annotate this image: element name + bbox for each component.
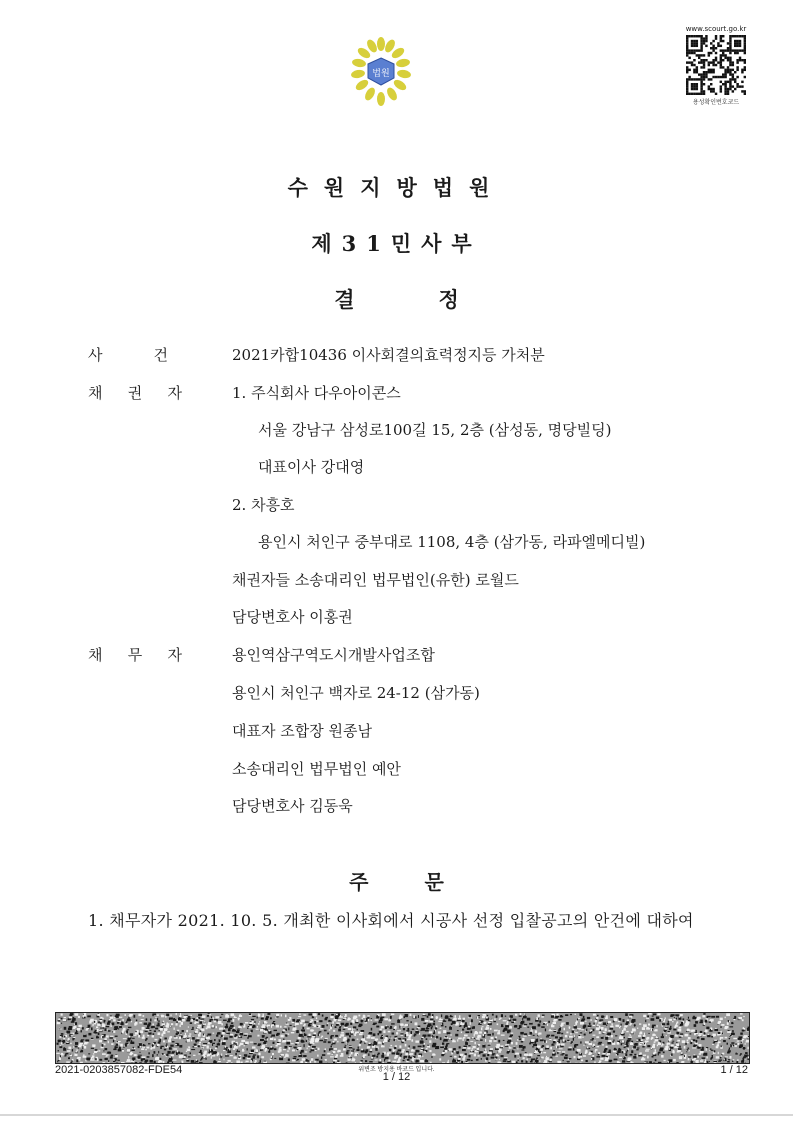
page-number-right: 1 / 12 [720,1064,748,1076]
creditor-line: 서울 강남구 삼성로100길 15, 2층 (삼성동, 명당빌딩) [258,421,612,439]
qr-caption: 용성확인번호코드 [692,99,740,106]
barcode-note: 위변조 방지용 바코드 입니다. [358,1067,435,1073]
debtor-line: 담당변호사 김동욱 [232,797,353,815]
court-name: 수원지방법원 [287,175,506,200]
page-number-center: 1 / 12 [382,1071,411,1083]
creditor-line: 용인시 처인구 중부대로 1108, 4층 (삼가동, 라파엘메디빌) [258,533,646,551]
doc-type-char-2: 정 [438,287,459,312]
anti-forgery-barcode [55,1012,750,1064]
qr-url-text: www.scourt.go.kr [685,25,747,33]
doc-type-char-1: 결 [334,287,355,312]
creditor-line: 1. 주식회사 다우아이콘스 [232,384,401,402]
case-number-value: 2021카합10436 이사회결의효력정지등 가처분 [232,346,545,364]
debtor-label: 채 무 자 [88,646,182,664]
debtor-line: 용인역삼구역도시개발사업조합 [232,646,435,664]
verification-qr-code [686,35,746,95]
debtor-line: 소송대리인 법무법인 예안 [232,760,401,778]
order-line-1: 1. 채무자가 2021. 10. 5. 개최한 이사회에서 시공사 선정 입찰공고의 안건에 대하여 [88,911,694,930]
creditor-line: 2. 차흥호 [232,496,295,514]
seal-text: 법원 [372,69,390,79]
creditor-line: 채권자들 소송대리인 법무법인(유한) 로월드 [232,571,519,589]
creditor-label: 채 권 자 [88,384,182,402]
debtor-line: 대표자 조합장 원종남 [232,722,372,740]
creditor-line: 담당변호사 이홍권 [232,608,353,626]
division-name: 제31민사부 [311,231,482,256]
creditor-line: 대표이사 강대영 [258,458,365,476]
court-seal [350,34,412,110]
order-heading: 주 문 [349,870,444,894]
page-bottom-divider [0,1114,793,1116]
document-type [0,284,793,314]
debtor-line: 용인시 처인구 백자로 24-12 (삼가동) [232,684,480,702]
document-id: 2021-0203857082-FDE54 [55,1064,183,1076]
case-label: 사 건 [88,346,168,364]
